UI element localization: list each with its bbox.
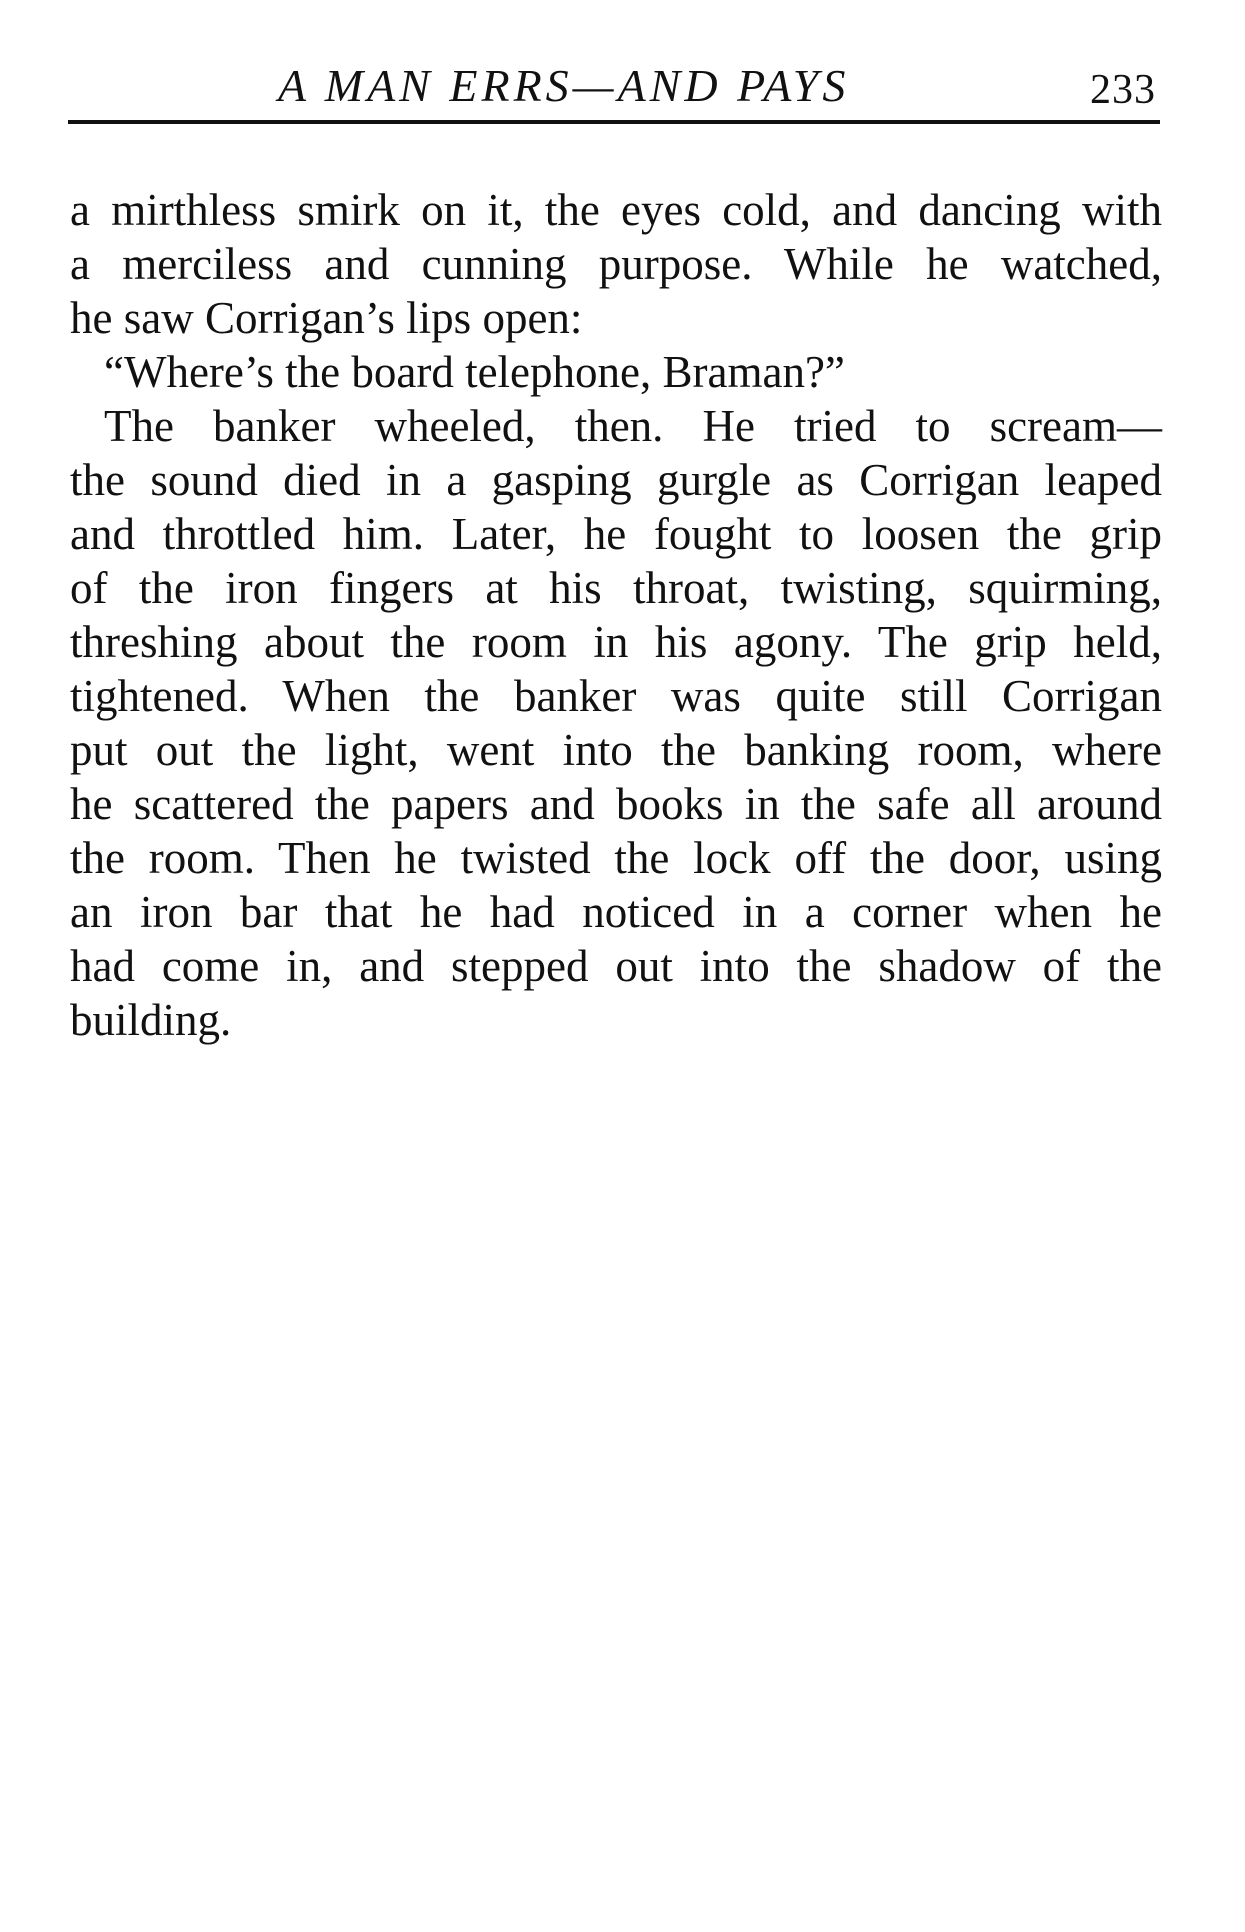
text-line: an iron bar that he had noticed in a corner when he — [70, 887, 1162, 937]
text-line: tightened. When the banker was quite still Corrigan — [70, 671, 1162, 721]
text-line: had come in, and stepped out into the shadow of the — [70, 941, 1162, 991]
body-text — [70, 183, 1162, 1047]
text-line: and throttled him. Later, he fought to loosen the grip — [70, 509, 1162, 559]
text-line: the room. Then he twisted the lock off the door, using — [70, 833, 1162, 883]
text-line: “Where’s the board telephone, Braman?” — [104, 347, 845, 397]
text-line: he scattered the papers and books in the safe all around — [70, 779, 1162, 829]
text-line: a mirthless smirk on it, the eyes cold, and dancing with — [70, 185, 1162, 235]
text-line: he saw Corrigan’s lips open: — [70, 293, 583, 343]
header-rule — [68, 120, 1160, 124]
text-line: the sound died in a gasping gurgle as Corrigan leaped — [70, 455, 1162, 505]
text-line: The banker wheeled, then. He tried to scream— — [104, 401, 1162, 451]
text-line: put out the light, went into the banking room, where — [70, 725, 1162, 775]
page-number: 233 — [1090, 67, 1156, 113]
text-line: building. — [70, 995, 232, 1045]
text-line: a merciless and cunning purpose. While he watched, — [70, 239, 1162, 289]
running-head — [68, 56, 1160, 116]
running-title: A MAN ERRS—AND PAYS — [278, 60, 850, 111]
text-line: of the iron fingers at his throat, twisting, squirming, — [70, 563, 1162, 613]
text-line: threshing about the room in his agony. The grip held, — [70, 617, 1162, 667]
